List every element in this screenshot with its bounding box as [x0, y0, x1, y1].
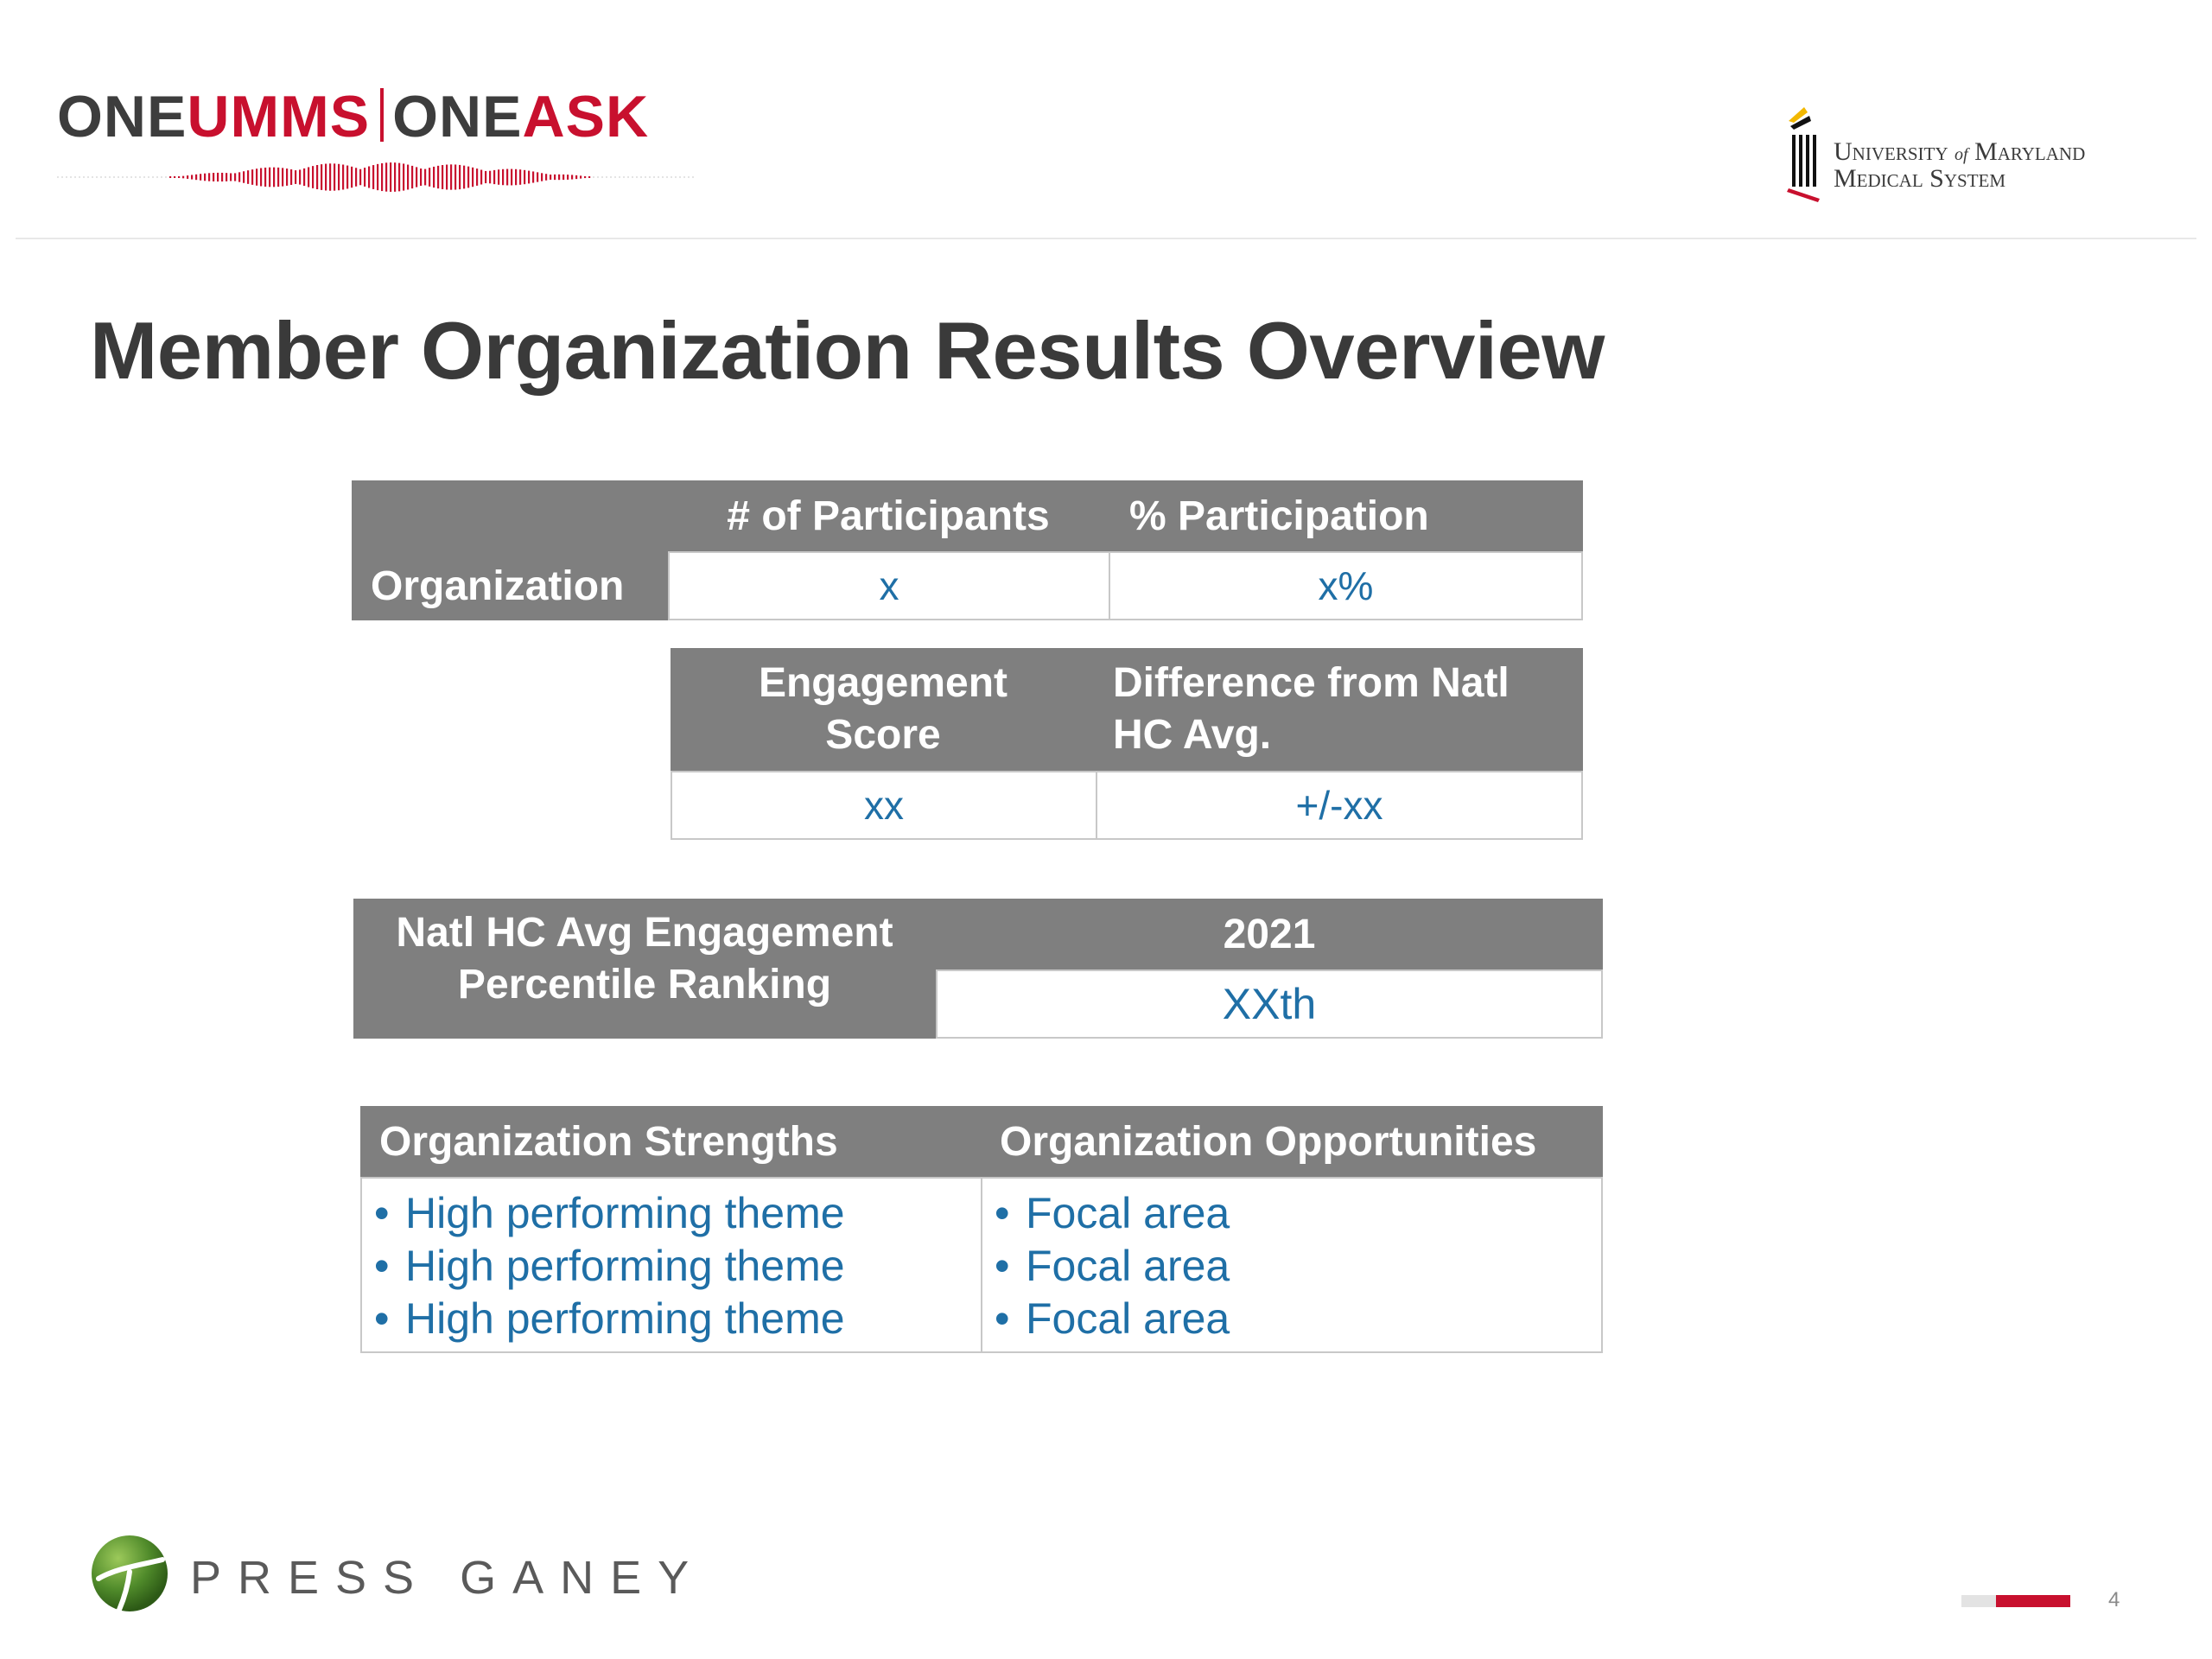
- header-divider: [16, 238, 2196, 239]
- difference-value: +/-xx: [1096, 771, 1583, 840]
- engagement-score-table: [671, 648, 1583, 840]
- brand-wordmark: [57, 82, 649, 151]
- strength-item: • High performing theme: [362, 1293, 845, 1345]
- percentile-ranking-value: XXth: [936, 969, 1603, 1039]
- opportunity-item: • Focal area: [982, 1187, 1230, 1240]
- brand-ask: ASK: [522, 84, 650, 149]
- page-title: Member Organization Results Overview: [90, 305, 1605, 396]
- participants-header: # of Participants: [668, 480, 1109, 551]
- participation-value: x%: [1109, 551, 1583, 620]
- brand-one-1: ONE: [57, 84, 188, 149]
- percentile-ranking-label-line1: Natl HC Avg Engagement: [396, 910, 893, 956]
- participation-table: [352, 480, 1583, 620]
- percentile-ranking-table: [353, 899, 1603, 1039]
- umms-university: University: [1834, 137, 1948, 166]
- strength-item: • High performing theme: [362, 1240, 845, 1293]
- strengths-cell: [360, 1177, 982, 1353]
- percentile-ranking-label-line2: Percentile Ranking: [457, 962, 832, 1007]
- opportunities-list: [982, 1187, 1230, 1345]
- one-umms-one-ask-logo: [57, 82, 696, 194]
- page-indicator-red-bar: [1996, 1595, 2070, 1607]
- strengths-header: Organization Strengths: [360, 1106, 981, 1177]
- umms-medical-system: Medical System: [1834, 164, 2006, 193]
- brand-separator: [380, 88, 384, 142]
- organization-row-label: Organization: [352, 551, 668, 620]
- engagement-score-header: [671, 648, 1096, 771]
- umms-logo-text: [1834, 137, 2086, 193]
- opportunities-cell: [981, 1177, 1603, 1353]
- press-ganey-wordmark: PRESS GANEY: [190, 1552, 706, 1604]
- participation-header: % Participation: [1109, 480, 1583, 551]
- brand-umms: UMMS: [187, 84, 371, 149]
- strengths-opportunities-table: [360, 1106, 1603, 1353]
- brand-one-2: ONE: [392, 84, 523, 149]
- strengths-list: [362, 1187, 845, 1345]
- engagement-score-header-line1: Engagement: [758, 660, 1008, 706]
- percentile-ranking-label: [353, 899, 936, 1039]
- participants-value: x: [668, 551, 1110, 620]
- umms-of: of: [1955, 145, 1968, 164]
- difference-header: [1096, 648, 1583, 771]
- strength-item: • High performing theme: [362, 1187, 845, 1240]
- engagement-score-header-line2: Score: [825, 712, 941, 758]
- press-ganey-logo: [90, 1534, 706, 1620]
- difference-header-line2: HC Avg.: [1113, 712, 1272, 758]
- press-ganey-globe-icon: [90, 1534, 169, 1613]
- opportunity-item: • Focal area: [982, 1293, 1230, 1345]
- difference-header-line1: Difference from Natl: [1113, 660, 1510, 706]
- opportunity-item: • Focal area: [982, 1240, 1230, 1293]
- umms-maryland: Maryland: [1974, 137, 2086, 166]
- university-of-maryland-medical-system-logo: [1785, 105, 2148, 202]
- page-indicator-grey-bar: [1961, 1595, 1996, 1607]
- umms-building-icon: [1785, 105, 1828, 202]
- page-number: 4: [2108, 1588, 2120, 1611]
- engagement-score-value: xx: [671, 771, 1097, 840]
- waveform-graphic: [57, 160, 696, 194]
- opportunities-header: Organization Opportunities: [981, 1106, 1603, 1177]
- year-header: 2021: [936, 899, 1603, 969]
